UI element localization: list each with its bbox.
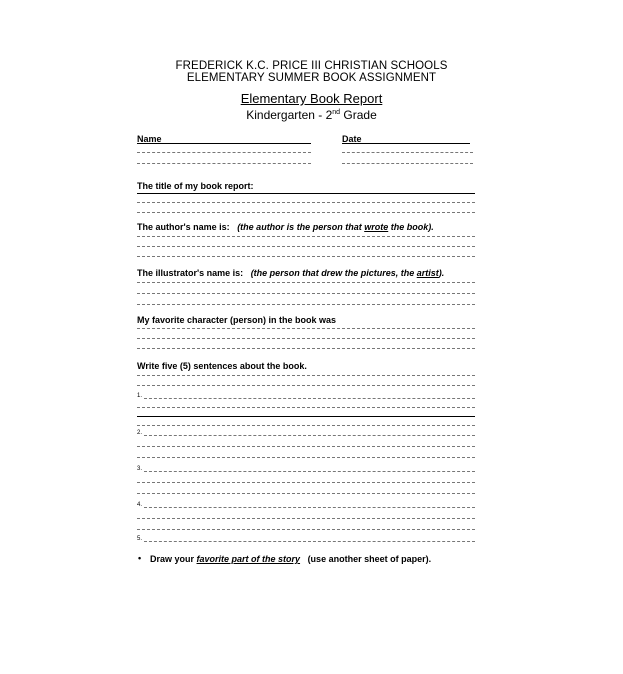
sentence-2-line-2[interactable] — [137, 446, 475, 447]
sentence-3-line-2[interactable] — [137, 482, 475, 483]
assignment-name: ELEMENTARY SUMMER BOOK ASSIGNMENT — [186, 72, 437, 84]
author-label-row — [137, 222, 434, 232]
sentences-line-b[interactable] — [137, 385, 475, 386]
name-underline — [137, 143, 311, 144]
illustrator-label-row — [137, 268, 444, 278]
page-title: Elementary Book Report — [240, 91, 383, 106]
drawing-prefix: Draw your — [150, 554, 197, 564]
author-line-3[interactable] — [137, 256, 475, 257]
school-name: FREDERICK K.C. PRICE III CHRISTIAN SCHOOLS — [175, 60, 448, 72]
book-title-line-3[interactable] — [137, 212, 475, 213]
date-line-2[interactable] — [342, 163, 473, 164]
name-label: Name — [137, 134, 162, 144]
sentence-4-line-3[interactable] — [137, 529, 475, 530]
sentence-1-line-2[interactable] — [137, 407, 475, 408]
drawing-suffix: (use another sheet of paper). — [307, 554, 432, 564]
date-label: Date — [342, 134, 362, 144]
bullet-icon: • — [138, 553, 142, 563]
grade-prefix: Kindergarten - 2 — [246, 108, 333, 122]
sentence-3-line-1[interactable] — [144, 471, 475, 472]
character-label: My favorite character (person) in the book was — [137, 315, 337, 325]
author-label: The author's name is: — [137, 222, 230, 232]
book-title-label: The title of my book report: — [137, 181, 254, 191]
drawing-emphasis: favorite part of the story — [196, 554, 301, 564]
sentence-number-3: 3. — [137, 466, 143, 472]
illustrator-note-start: (the person that drew the pictures, the — [250, 268, 417, 278]
illustrator-note-end: ). — [438, 268, 445, 278]
author-line-1[interactable] — [137, 236, 475, 237]
sentence-1-line-4[interactable] — [137, 425, 475, 426]
grade-superscript: nd — [332, 109, 341, 116]
sentence-number-4: 4. — [137, 502, 143, 508]
illustrator-line-2[interactable] — [137, 293, 475, 294]
sentence-2-line-1[interactable] — [144, 435, 475, 436]
sentence-number-5: 5. — [137, 536, 143, 542]
author-note-end: the book). — [388, 222, 434, 232]
name-line-1[interactable] — [137, 152, 311, 153]
document-header — [0, 60, 623, 122]
sentence-number-2: 2. — [137, 430, 143, 436]
sentence-3-line-3[interactable] — [137, 493, 475, 494]
author-note-wrote: wrote — [364, 222, 389, 232]
author-note-start: (the author is the person that — [237, 222, 365, 232]
sentence-number-1: 1. — [137, 393, 143, 399]
author-note — [237, 222, 434, 232]
sentence-4-line-1[interactable] — [144, 507, 475, 508]
illustrator-note-artist: artist — [416, 268, 439, 278]
sentence-1-line-3[interactable] — [137, 416, 475, 417]
illustrator-label: The illustrator's name is: — [137, 268, 244, 278]
grade-suffix: Grade — [340, 108, 377, 122]
book-title-line-1[interactable] — [137, 193, 475, 194]
character-line-2[interactable] — [137, 338, 475, 339]
date-line-1[interactable] — [342, 152, 473, 153]
date-underline — [342, 143, 470, 144]
author-line-2[interactable] — [137, 246, 475, 247]
drawing-instruction — [150, 554, 431, 564]
illustrator-line-3[interactable] — [137, 304, 475, 305]
grade-subtitle — [0, 106, 623, 122]
sentence-5-line-1[interactable] — [144, 541, 475, 542]
book-title-line-2[interactable] — [137, 202, 475, 203]
character-line-1[interactable] — [137, 328, 475, 329]
sentence-1-line-1[interactable] — [144, 398, 475, 399]
sentences-label: Write five (5) sentences about the book. — [137, 361, 307, 371]
sentence-2-line-3[interactable] — [137, 457, 475, 458]
illustrator-note — [251, 268, 445, 278]
sentence-4-line-2[interactable] — [137, 518, 475, 519]
illustrator-line-1[interactable] — [137, 282, 475, 283]
character-line-3[interactable] — [137, 348, 475, 349]
sentences-line-a[interactable] — [137, 375, 475, 376]
name-line-2[interactable] — [137, 163, 311, 164]
